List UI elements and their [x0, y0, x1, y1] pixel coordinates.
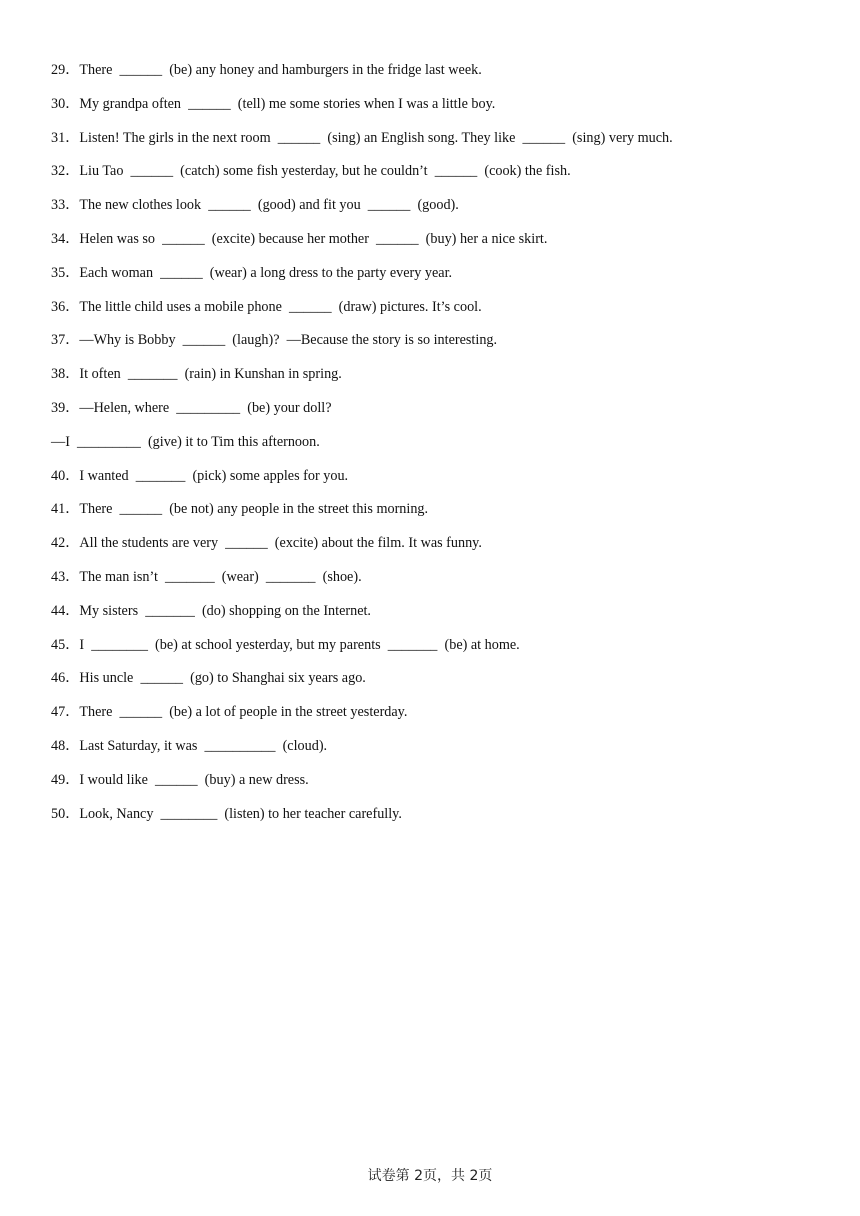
question-44: 44．My sisters _______ (do) shopping on the Internet. — [51, 602, 371, 619]
page-footer: 试卷第 2页，共 2页 — [367, 1168, 493, 1184]
question-41: 41．There ______ (be not) any people in the street this morning. — [51, 501, 429, 518]
question-33: 33．The new clothes look ______ (good) and fit you ______ (good). — [51, 197, 459, 214]
question-47: 47．There ______ (be) a lot of people in the street yesterday. — [51, 704, 408, 721]
question-37: 37．—Why is Bobby ______ (laugh)? —Because the story is so interesting. — [51, 332, 498, 349]
question-29: 29．There ______ (be) any honey and hamburgers in the fridge last week. — [51, 62, 482, 78]
question-42: 42．All the students are very ______ (excite) about the film. It was funny. — [51, 535, 482, 552]
question-43: 43．The man isn’t _______ (wear) _______ (shoe). — [51, 568, 362, 585]
question-38: 38．It often _______ (rain) in Kunshan in spring. — [51, 366, 342, 383]
question-40: 40．I wanted _______ (pick) some apples for you. — [51, 467, 349, 484]
question-50: 50．Look, Nancy ________ (listen) to her teacher carefully. — [51, 805, 402, 822]
question-49: 49．I would like ______ (buy) a new dress. — [51, 771, 309, 788]
question-31: 31．Listen! The girls in the next room ______ (sing) an English song. They like ______ (sing) very much. — [51, 129, 673, 146]
question-34: 34．Helen was so ______ (excite) because her mother ______ (buy) her a nice skirt. — [51, 230, 548, 247]
question-48: 48．Last Saturday, it was __________ (cloud). — [51, 737, 328, 754]
question-36: 36．The little child uses a mobile phone ______ (draw) pictures. It’s cool. — [51, 298, 482, 315]
question-list — [51, 59, 831, 836]
question-32: 32．Liu Tao ______ (catch) some fish yesterday, but he couldn’t ______ (cook) the fish. — [51, 163, 571, 180]
question-30: 30．My grandpa often ______ (tell) me some stories when I was a little boy. — [51, 95, 496, 112]
question-45: 45．I ________ (be) at school yesterday, but my parents _______ (be) at home. — [51, 636, 520, 653]
question-35: 35．Each woman ______ (wear) a long dress to the party every year. — [51, 264, 453, 281]
question-39-continuation: —I _________ (give) it to Tim this afternoon. — [51, 433, 320, 450]
question-46: 46．His uncle ______ (go) to Shanghai six years ago. — [51, 670, 366, 687]
question-39: 39．—Helen, where _________ (be) your doll? — [51, 399, 332, 416]
